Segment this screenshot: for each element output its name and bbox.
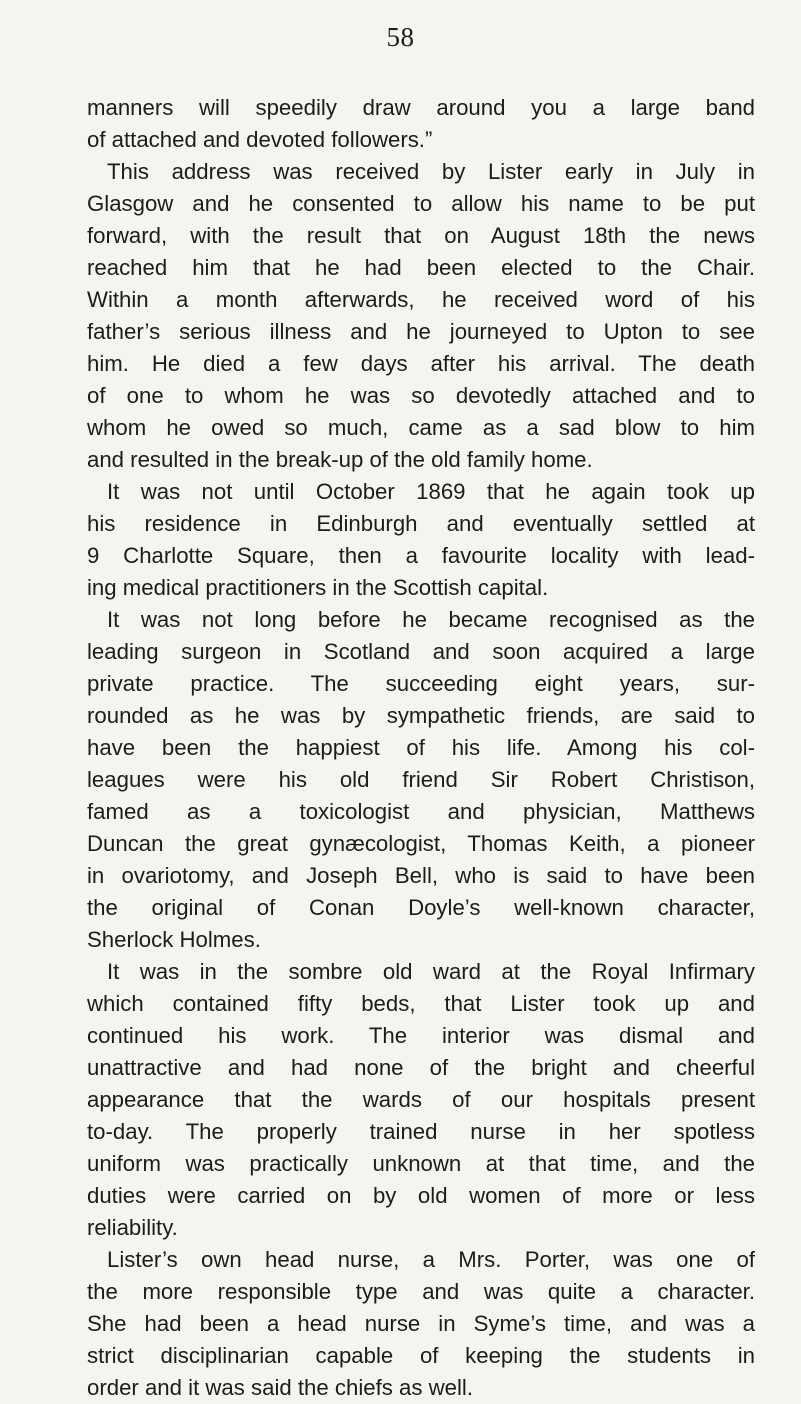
- text-line: leagues were his old friend Sir Robert Christison,: [87, 767, 755, 792]
- text-line: Sherlock Holmes.: [87, 927, 261, 952]
- text-line: him. He died a few days after his arrival. The death: [87, 351, 755, 376]
- text-line: which contained fifty beds, that Lister took up and: [87, 991, 755, 1016]
- text-line: the original of Conan Doyle’s well-known character,: [87, 895, 755, 920]
- text-line: leading surgeon in Scotland and soon acquired a large: [87, 639, 755, 664]
- text-line: unattractive and had none of the bright and cheerful: [87, 1055, 755, 1080]
- text-line: in ovariotomy, and Joseph Bell, who is said to have been: [87, 863, 755, 888]
- text-line: It was not long before he became recognised as the: [107, 607, 755, 632]
- text-line: Lister’s own head nurse, a Mrs. Porter, was one of: [107, 1247, 755, 1272]
- text-line: have been the happiest of his life. Among his col-: [87, 735, 755, 760]
- text-line: forward, with the result that on August 18th the news: [87, 223, 755, 248]
- text-line: continued his work. The interior was dismal and: [87, 1023, 755, 1048]
- text-line: order and it was said the chiefs as well.: [87, 1375, 474, 1400]
- text-line: rounded as he was by sympathetic friends, are said to: [87, 703, 755, 728]
- text-line: Duncan the great gynæcologist, Thomas Keith, a pioneer: [87, 831, 755, 856]
- text-line: Within a month afterwards, he received word of his: [87, 287, 755, 312]
- text-line: of attached and devoted followers.”: [87, 127, 433, 152]
- text-line: the more responsible type and was quite a character.: [87, 1279, 755, 1304]
- text-line: uniform was practically unknown at that time, and the: [87, 1151, 755, 1176]
- text-line: It was not until October 1869 that he again took up: [107, 479, 755, 504]
- text-line: whom he owed so much, came as a sad blow to him: [87, 415, 755, 440]
- text-line: his residence in Edinburgh and eventually settled at: [87, 511, 755, 536]
- text-line: famed as a toxicologist and physician, Matthews: [87, 799, 755, 824]
- text-line: duties were carried on by old women of more or less: [87, 1183, 755, 1208]
- text-line: This address was received by Lister early in July in: [107, 159, 755, 184]
- body-text: [87, 92, 755, 1404]
- text-line: and resulted in the break-up of the old family home.: [87, 447, 593, 472]
- text-line: 9 Charlotte Square, then a favourite locality with lead-: [87, 543, 755, 568]
- text-line: appearance that the wards of our hospitals present: [87, 1087, 755, 1112]
- text-line: Glasgow and he consented to allow his name to be put: [87, 191, 755, 216]
- text-line: private practice. The succeeding eight years, sur-: [87, 671, 755, 696]
- text-line: manners will speedily draw around you a large band: [87, 95, 755, 120]
- text-line: ing medical practitioners in the Scottish capital.: [87, 575, 549, 600]
- text-line: reached him that he had been elected to the Chair.: [87, 255, 755, 280]
- text-line: of one to whom he was so devotedly attached and to: [87, 383, 755, 408]
- text-line: to-day. The properly trained nurse in her spotless: [87, 1119, 755, 1144]
- text-line: father’s serious illness and he journeyed to Upton to see: [87, 319, 755, 344]
- text-line: It was in the sombre old ward at the Royal Infirmary: [107, 959, 755, 984]
- text-line: reliability.: [87, 1215, 178, 1240]
- page-number: 58: [386, 22, 415, 52]
- text-line: She had been a head nurse in Syme’s time, and was a: [87, 1311, 755, 1336]
- text-line: strict disciplinarian capable of keeping the students in: [87, 1343, 755, 1368]
